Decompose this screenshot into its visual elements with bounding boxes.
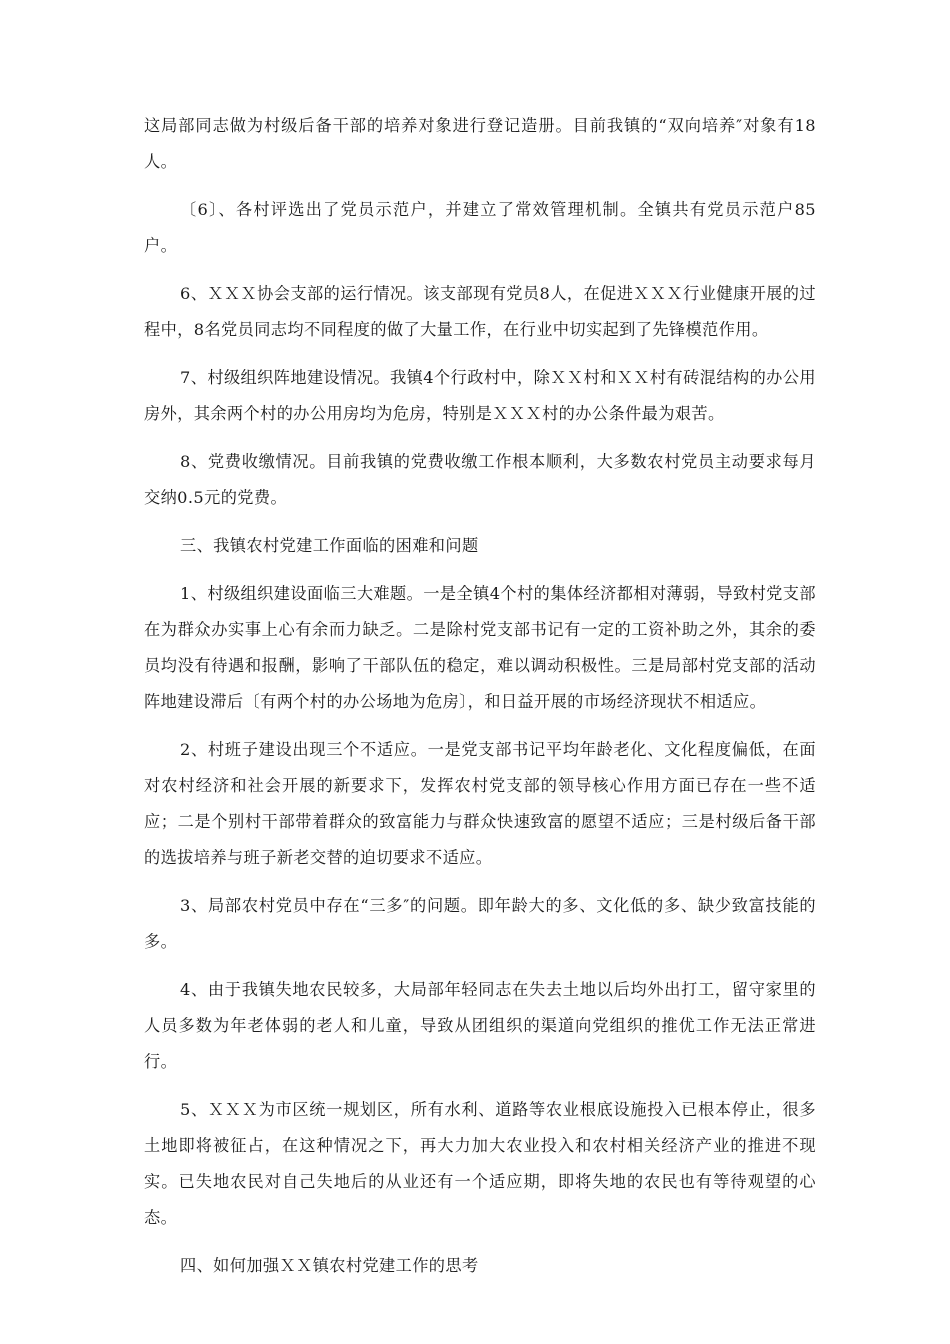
paragraph-association-branch: 6、ＸＸＸ协会支部的运行情况。该支部现有党员8人，在促进ＸＸＸ行业健康开展的过程中，8名党员同志均不同程度的做了大量工作，在行业中切实起到了先锋模范作用。 [144, 284, 816, 339]
paragraph-difficulty-3: 3、局部农村党员中存在“三多″的问题。即年龄大的多、文化低的多、缺少致富技能的多。 [144, 896, 816, 951]
section-heading-reflections: 四、如何加强ＸＸ镇农村党建工作的思考 [180, 1256, 479, 1275]
paragraph-difficulty-2: 2、村班子建设出现三个不适应。一是党支部书记平均年龄老化、文化程度偏低，在面对农村经济和社会开展的新要求下，发挥农村党支部的领导核心作用方面已存在一些不适应；二是个别村干部带着群众的致富能力与群众快速致富的愿望不适应；三是村级后备干部的选拔培养与班子新老交替的迫切要求不适应。 [144, 740, 816, 867]
paragraph-difficulty-1: 1、村级组织建设面临三大难题。一是全镇4个村的集体经济都相对薄弱，导致村党支部在为群众办实事上心有余而力缺乏。二是除村党支部书记有一定的工资补助之外，其余的委员均没有待遇和报酬，影响了干部队伍的稳定，难以调动积极性。三是局部村党支部的活动阵地建设滞后〔有两个村的办公场地为危房〕，和日益开展的市场经济现状不相适应。 [144, 584, 816, 711]
paragraph-difficulty-5: 5、ＸＸＸ为市区统一规划区，所有水利、道路等农业根底设施投入已根本停止，很多土地即将被征占，在这种情况之下，再大力加大农业投入和农村相关经济产业的推进不现实。已失地农民对自己失地后的从业还有一个适应期，即将失地的农民也有等待观望的心态。 [144, 1100, 816, 1227]
section-heading-difficulties: 三、我镇农村党建工作面临的困难和问题 [180, 536, 479, 555]
paragraph-party-dues: 8、党费收缴情况。目前我镇的党费收缴工作根本顺利，大多数农村党员主动要求每月交纳0.5元的党费。 [144, 452, 816, 507]
document-body [144, 108, 816, 1284]
paragraph-reserve-cadres: 这局部同志做为村级后备干部的培养对象进行登记造册。目前我镇的“双向培养″对象有18人。 [144, 116, 816, 171]
paragraph-demo-households: 〔6〕、各村评选出了党员示范户，并建立了常效管理机制。全镇共有党员示范户85户。 [144, 200, 816, 255]
paragraph-village-facilities: 7、村级组织阵地建设情况。我镇4个行政村中，除ＸＸ村和ＸＸ村有砖混结构的办公用房外，其余两个村的办公用房均为危房，特别是ＸＸＸ村的办公条件最为艰苦。 [144, 368, 816, 423]
paragraph-difficulty-4: 4、由于我镇失地农民较多，大局部年轻同志在失去土地以后均外出打工，留守家里的人员多数为年老体弱的老人和儿童，导致从团组织的渠道向党组织的推优工作无法正常进行。 [144, 980, 816, 1071]
